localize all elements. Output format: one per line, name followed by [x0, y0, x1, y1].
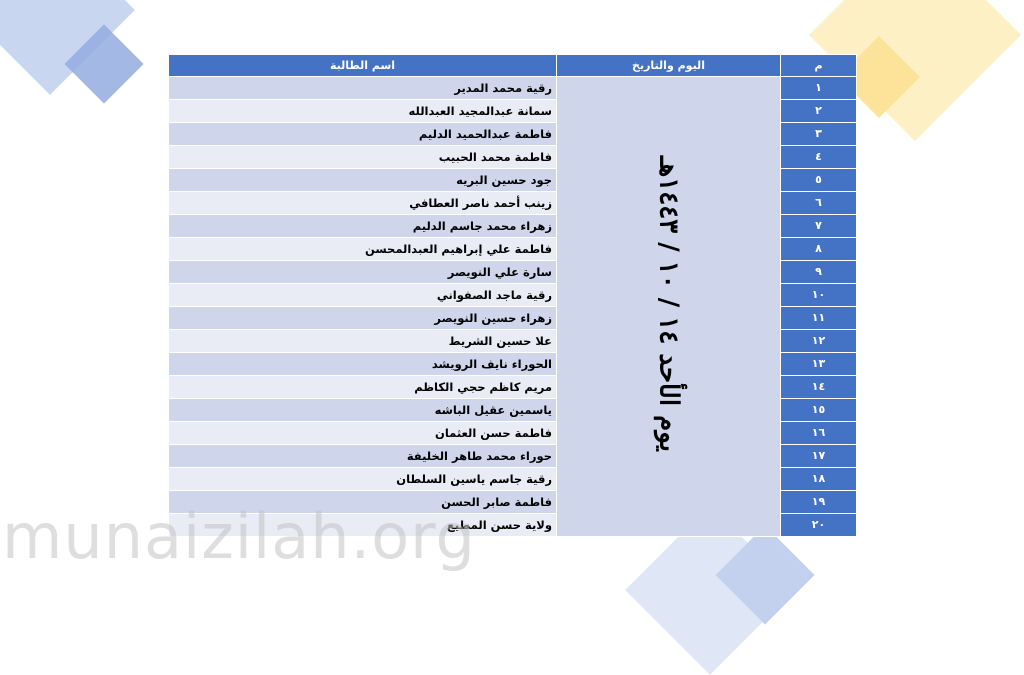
table-body	[169, 77, 857, 537]
student-name: مريم كاظم حجي الكاظم	[169, 376, 557, 399]
row-number: ٣	[781, 123, 857, 146]
row-number: ١	[781, 77, 857, 100]
student-name: فاطمة صابر الحسن	[169, 491, 557, 514]
student-name: رقية جاسم ياسين السلطان	[169, 468, 557, 491]
student-name: رقية ماجد الصفواني	[169, 284, 557, 307]
row-number: ١٤	[781, 376, 857, 399]
row-number: ١٦	[781, 422, 857, 445]
student-name: سارة علي النويصر	[169, 261, 557, 284]
student-name: فاطمة عبدالحميد الدليم	[169, 123, 557, 146]
row-number: ١٣	[781, 353, 857, 376]
row-number: ٧	[781, 215, 857, 238]
row-number: ١٧	[781, 445, 857, 468]
student-name: علا حسين الشريط	[169, 330, 557, 353]
student-name: فاطمة حسن العثمان	[169, 422, 557, 445]
row-number: ٢	[781, 100, 857, 123]
student-name: زهراء حسين النويصر	[169, 307, 557, 330]
student-name: ولاية حسن المطيع	[169, 514, 557, 537]
row-number: ١٢	[781, 330, 857, 353]
student-name: رقية محمد المدير	[169, 77, 557, 100]
table-row	[169, 77, 857, 100]
row-number: ٥	[781, 169, 857, 192]
row-number: ١٨	[781, 468, 857, 491]
student-name: فاطمة علي إبراهيم العبدالمحسن	[169, 238, 557, 261]
header-num: م	[781, 55, 857, 77]
row-number: ٢٠	[781, 514, 857, 537]
row-number: ٤	[781, 146, 857, 169]
watermark: munaizilah.org	[2, 500, 476, 573]
row-number: ١٩	[781, 491, 857, 514]
student-name: فاطمة محمد الحبيب	[169, 146, 557, 169]
header-name: اسم الطالبة	[169, 55, 557, 77]
row-number: ١٥	[781, 399, 857, 422]
student-name: حوراء محمد طاهر الخليفة	[169, 445, 557, 468]
table-header-row	[169, 55, 857, 77]
student-name: جود حسين البريه	[169, 169, 557, 192]
row-number: ٩	[781, 261, 857, 284]
row-number: ٨	[781, 238, 857, 261]
header-date: اليوم والتاريخ	[557, 55, 781, 77]
row-number: ١٠	[781, 284, 857, 307]
row-number: ٦	[781, 192, 857, 215]
student-name: سمانة عبدالمجيد العبدالله	[169, 100, 557, 123]
student-name: الحوراء نايف الرويشد	[169, 353, 557, 376]
student-name: ياسمين عقيل الباشه	[169, 399, 557, 422]
row-number: ١١	[781, 307, 857, 330]
student-name: زهراء محمد جاسم الدليم	[169, 215, 557, 238]
date-cell	[557, 77, 781, 537]
student-name: زينب أحمد ناصر العطافي	[169, 192, 557, 215]
students-table	[168, 54, 857, 537]
date-text: يوم الأحد ١٤ / ١٠ / ١٤٤٣هـ	[653, 155, 684, 452]
